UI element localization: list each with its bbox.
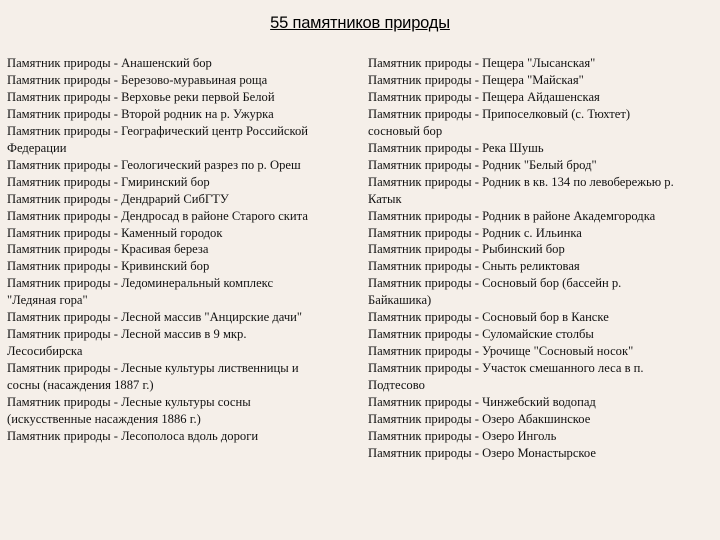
list-item: Памятник природы - Второй родник на р. Ужурка — [7, 106, 274, 121]
list-item-continuation: "Ледяная гора" — [7, 293, 88, 308]
list-item: Памятник природы - Суломайские столбы — [368, 327, 594, 342]
list-item-continuation: сосновый бор — [368, 123, 443, 138]
list-item-continuation: сосны (насаждения 1887 г.) — [7, 378, 154, 393]
list-item: Памятник природы - Пещера "Майская" — [368, 72, 584, 87]
list-item: Памятник природы - Река Шушь — [368, 140, 544, 155]
list-item-continuation: Лесосибирска — [7, 344, 83, 359]
list-item: Памятник природы - Кривинский бор — [7, 259, 210, 274]
list-item: Памятник природы - Лесные культуры лиственницы и — [7, 361, 299, 376]
list-item: Памятник природы - Сосновый бор (бассейн р. — [368, 276, 622, 291]
list-item: Памятник природы - Анашенский бор — [7, 56, 212, 70]
list-item: Памятник природы - Дендросад в районе Старого скита — [7, 208, 308, 223]
list-item: Памятник природы - Родник "Белый брод" — [368, 157, 597, 172]
list-item: Памятник природы - Гмиринский бор — [7, 174, 210, 189]
list-item: Памятник природы - Лесные культуры сосны — [7, 395, 251, 410]
list-item-continuation: (искусственные насаждения 1886 г.) — [7, 412, 201, 427]
list-item: Памятник природы - Каменный городок — [7, 225, 223, 240]
list-item: Памятник природы - Урочище "Сосновый носок" — [368, 344, 634, 359]
list-item: Памятник природы - Чинжебский водопад — [368, 395, 596, 410]
list-item: Памятник природы - Озеро Абакшинское — [368, 412, 591, 427]
list-item: Памятник природы - Лесной массив "Анцирские дачи" — [7, 310, 303, 325]
list-item: Памятник природы - Припоселковый (с. Тюхтет) — [368, 106, 631, 121]
list-item-continuation: Байкашика) — [368, 293, 432, 308]
page-title: 55 памятников природы — [270, 14, 450, 32]
list-item: Памятник природы - Березово-муравьиная роща — [7, 72, 268, 87]
list-item: Памятник природы - Сныть реликтовая — [368, 259, 580, 274]
list-item: Памятник природы - Озеро Монастырское — [368, 445, 596, 460]
list-item: Памятник природы - Сосновый бор в Канске — [368, 310, 609, 325]
left-column — [7, 55, 357, 445]
list-item: Памятник природы - Родник в районе Академгородка — [368, 208, 656, 223]
list-item: Памятник природы - Озеро Инголь — [368, 428, 557, 443]
list-item: Памятник природы - Красивая береза — [7, 242, 209, 257]
list-item: Памятник природы - Рыбинский бор — [368, 242, 565, 257]
right-column — [368, 55, 713, 462]
list-item: Памятник природы - Родник в кв. 134 по левобережью р. — [368, 174, 674, 189]
list-item: Памятник природы - Дендрарий СибГТУ — [7, 191, 229, 206]
list-item: Памятник природы - Верховье реки первой Белой — [7, 89, 275, 104]
list-item: Памятник природы - Родник с. Ильинка — [368, 225, 582, 240]
list-item: Памятник природы - Лесной массив в 9 мкр. — [7, 327, 247, 342]
list-item: Памятник природы - Участок смешанного леса в п. — [368, 361, 644, 376]
list-item: Памятник природы - Пещера "Лысанская" — [368, 56, 596, 70]
list-item-continuation: Катык — [368, 191, 402, 206]
list-item: Памятник природы - Ледоминеральный комплекс — [7, 276, 274, 291]
list-item: Памятник природы - Геологический разрез по р. Ореш — [7, 157, 301, 172]
list-item: Памятник природы - Пещера Айдашенская — [368, 89, 600, 104]
list-item: Памятник природы - Лесополоса вдоль дороги — [7, 428, 259, 443]
list-item-continuation: Федерации — [7, 140, 67, 155]
list-item: Памятник природы - Географический центр Российской — [7, 123, 309, 138]
list-item-continuation: Подтесово — [368, 378, 425, 393]
